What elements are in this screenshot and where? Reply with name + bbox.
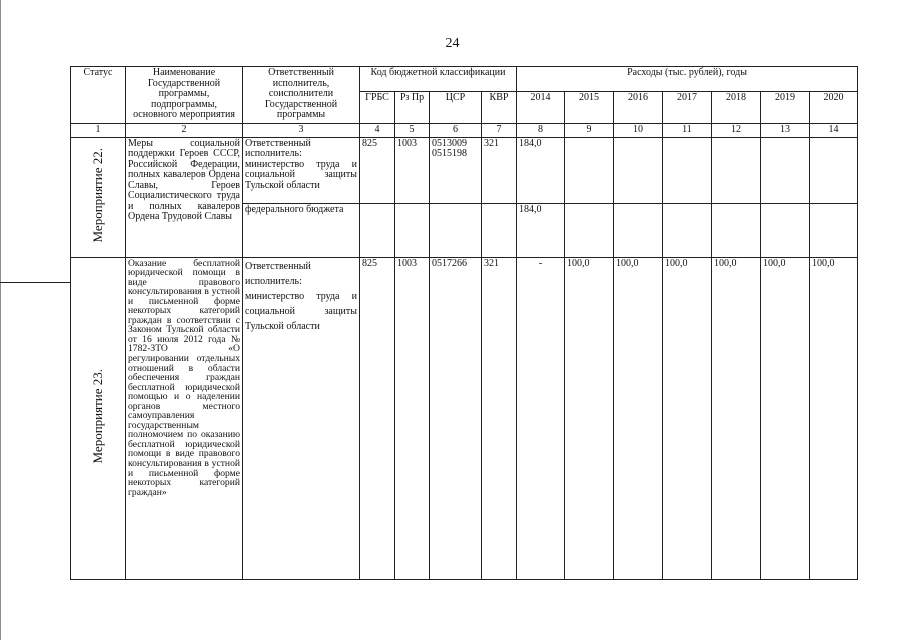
scan-frame-line [0, 0, 1, 640]
event22-rzpr-2 [395, 203, 430, 257]
column-number: 11 [663, 124, 712, 138]
column-number: 12 [712, 124, 761, 138]
header-budget-code: Код бюджетной классификации [360, 67, 517, 92]
column-number: 7 [482, 124, 517, 138]
scan-frame-line [0, 282, 70, 283]
header-year: 2014 [517, 92, 565, 124]
header-status: Статус [71, 67, 126, 124]
header-responsible: Ответственный исполнитель, соисполнители Государственной программы [243, 67, 360, 124]
page-number: 24 [445, 36, 460, 51]
event22-csr-2 [430, 203, 482, 257]
event22-2020-2 [810, 203, 858, 257]
event22-kvr: 321 [482, 137, 517, 203]
event22-2019 [761, 137, 810, 203]
event23-kvr: 321 [482, 257, 517, 579]
column-number: 6 [430, 124, 482, 138]
event22-responsible: Ответственный исполнитель: министерство труда и социальной защиты Тульской области [243, 137, 360, 203]
column-number: 8 [517, 124, 565, 138]
event23-csr: 0517266 [430, 257, 482, 579]
event22-2015-2 [565, 203, 614, 257]
event23-responsible: Ответственный исполнитель: министерство труда и социальной защиты Тульской области [243, 257, 360, 579]
event22-status-cell [71, 137, 126, 257]
event23-status-cell [71, 257, 126, 579]
event23-2014: - [517, 257, 565, 579]
event23-2015: 100,0 [565, 257, 614, 579]
column-number: 9 [565, 124, 614, 138]
event23-2020: 100,0 [810, 257, 858, 579]
header-expenses: Расходы (тыс. рублей), годы [517, 67, 858, 92]
event22-name: Меры социальной поддержки Героев СССР, Российской Федерации, полных кавалеров Ордена Славы, Героев Социалистического труда и полных кавалеров Ордена Трудовой Славы [126, 137, 243, 257]
header-name: Наименование Государственной программы, подпрограммы, основного мероприятия [126, 67, 243, 124]
column-number: 5 [395, 124, 430, 138]
column-number: 14 [810, 124, 858, 138]
event22-2014-2: 184,0 [517, 203, 565, 257]
event22-2016-2 [614, 203, 663, 257]
event23-2017: 100,0 [663, 257, 712, 579]
event22-rzpr: 1003 [395, 137, 430, 203]
event22-2016 [614, 137, 663, 203]
event22-2017-2 [663, 203, 712, 257]
header-kvr: КВР [482, 92, 517, 124]
event23-2016: 100,0 [614, 257, 663, 579]
header-year: 2017 [663, 92, 712, 124]
column-number: 4 [360, 124, 395, 138]
header-year: 2015 [565, 92, 614, 124]
event22-2018 [712, 137, 761, 203]
header-csr: ЦСР [430, 92, 482, 124]
header-rzpr: Рз Пр [395, 92, 430, 124]
header-year: 2020 [810, 92, 858, 124]
event23-name: Оказание бесплатной юридической помощи в виде правового консультирования в устной и письменной форме некоторых категорий граждан в соответствии с Законом Тульской области от 16 июля 2012 года № 1782-ЗТО «О регулировании отдельных отношений в области обеспечения граждан бесплатной юридической помощью и о наделении органов местного самоуправления государственным полномочием по оказанию бесплатной юридической помощи в виде правового консультирования в устной и письменной форме некоторых категорий граждан» [126, 257, 243, 579]
event22-grbs: 825 [360, 137, 395, 203]
event23-2018: 100,0 [712, 257, 761, 579]
event22-status: Мероприятие 22. [89, 148, 105, 243]
event23-2019: 100,0 [761, 257, 810, 579]
column-number: 10 [614, 124, 663, 138]
event23-grbs: 825 [360, 257, 395, 579]
header-year: 2018 [712, 92, 761, 124]
event22-2020 [810, 137, 858, 203]
event22-2019-2 [761, 203, 810, 257]
budget-table [70, 66, 858, 580]
event23-rzpr: 1003 [395, 257, 430, 579]
column-number: 13 [761, 124, 810, 138]
event22-grbs-2 [360, 203, 395, 257]
column-number: 2 [126, 124, 243, 138]
event22-kvr-2 [482, 203, 517, 257]
event22-2018-2 [712, 203, 761, 257]
event23-status: Мероприятие 23. [89, 369, 105, 464]
event22-source: федерального бюджета [243, 203, 360, 257]
event22-csr: 0513009 0515198 [430, 137, 482, 203]
header-year: 2019 [761, 92, 810, 124]
header-grbs: ГРБС [360, 92, 395, 124]
event22-2017 [663, 137, 712, 203]
event22-2014: 184,0 [517, 137, 565, 203]
column-number: 1 [71, 124, 126, 138]
event22-2015 [565, 137, 614, 203]
header-year: 2016 [614, 92, 663, 124]
column-number: 3 [243, 124, 360, 138]
